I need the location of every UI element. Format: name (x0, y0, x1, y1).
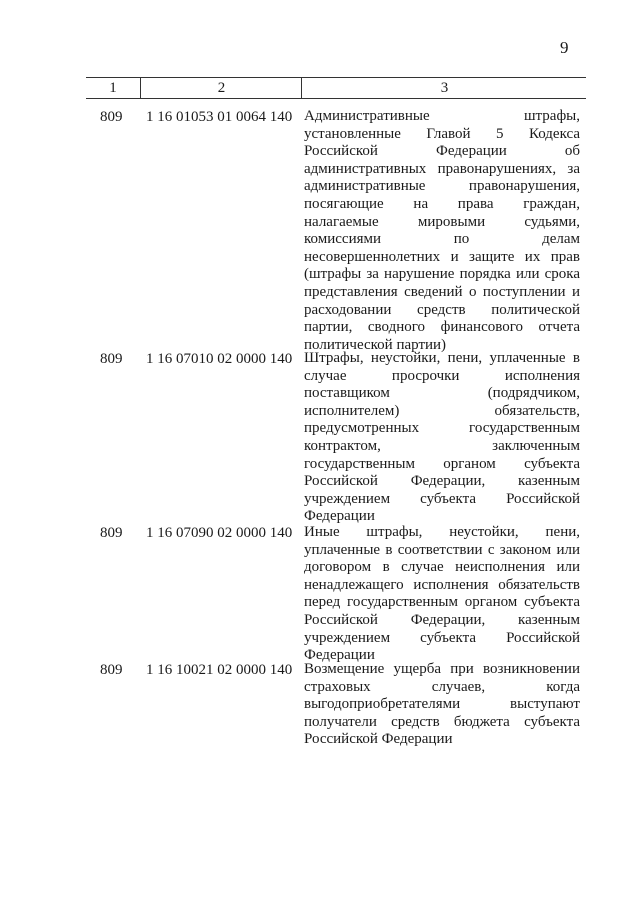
description-line: (штрафы за нарушение порядка или срока (304, 266, 580, 283)
description-cell (304, 661, 580, 749)
classification-code-cell: 1 16 07090 02 0000 140 (146, 525, 293, 541)
classification-code-cell: 1 16 01053 01 0064 140 (146, 109, 293, 125)
description-line: получатели средств бюджета субъекта (304, 713, 580, 730)
description-line: учреждением субъекта Российской (304, 490, 580, 507)
description-line: учреждением субъекта Российской (304, 629, 580, 646)
description-line: административные правонарушения, (304, 178, 580, 195)
description-line: Административные штрафы, (304, 108, 580, 124)
description-line: Российской Федерации (304, 731, 453, 748)
classification-code-cell: 1 16 10021 02 0000 140 (146, 662, 293, 678)
description-line: налагаемые мировыми судьями, (304, 213, 580, 230)
description-line: исполнителем) обязательств, (304, 402, 580, 419)
description-line: государственным органом субъекта (304, 455, 580, 472)
description-line: Федерации (304, 647, 375, 664)
description-cell (304, 350, 580, 526)
page-number: 9 (560, 38, 569, 57)
description-line: посягающие на права граждан, (304, 195, 580, 212)
budget-code-cell: 809 (100, 109, 123, 125)
header-col-3: 3 (301, 78, 587, 98)
description-cell (304, 524, 580, 665)
budget-code-cell: 809 (100, 351, 123, 367)
description-line: договором в случае неисполнения или (304, 559, 580, 576)
budget-code-cell: 809 (100, 525, 123, 541)
description-line: случае просрочки исполнения (304, 367, 580, 384)
description-line: Штрафы, неустойки, пени, уплаченные в (304, 350, 580, 366)
description-line: Российской Федерации, казенным (304, 611, 580, 628)
description-line: установленные Главой 5 Кодекса (304, 125, 580, 142)
description-line: Возмещение ущерба при возникновении (304, 661, 580, 677)
description-line: страховых случаев, когда (304, 678, 580, 695)
description-line: политической партии) (304, 336, 447, 353)
description-line: Федерации (304, 508, 375, 525)
description-line: выгодоприобретателями выступают (304, 696, 580, 713)
description-line: поставщиком (подрядчиком, (304, 385, 580, 402)
description-line: представления сведений о поступлении и (304, 283, 580, 300)
description-line: несовершеннолетних и защите их прав (304, 248, 580, 265)
description-line: перед государственным органом субъекта (304, 594, 580, 611)
description-line: ненадлежащего исполнения обязательств (304, 576, 580, 593)
header-col-1: 1 (109, 80, 117, 96)
table-header (86, 77, 586, 99)
description-line: контрактом, заключенным (304, 437, 580, 454)
description-line: предусмотренных государственным (304, 420, 580, 437)
description-line: Российской Федерации об (304, 143, 580, 160)
description-line: уплаченные в соответствии с законом или (304, 541, 580, 558)
header-col-2: 2 (140, 78, 302, 98)
classification-code-cell: 1 16 07010 02 0000 140 (146, 351, 293, 367)
description-line: Иные штрафы, неустойки, пени, (304, 524, 580, 540)
budget-code-cell: 809 (100, 662, 123, 678)
description-line: расходовании средств политической (304, 301, 580, 318)
description-cell (304, 108, 580, 354)
description-line: партии, сводного финансового отчета (304, 319, 580, 336)
description-line: комиссиями по делам (304, 231, 580, 248)
description-line: Российской Федерации, казенным (304, 473, 580, 490)
description-line: административных правонарушениях, за (304, 160, 580, 177)
